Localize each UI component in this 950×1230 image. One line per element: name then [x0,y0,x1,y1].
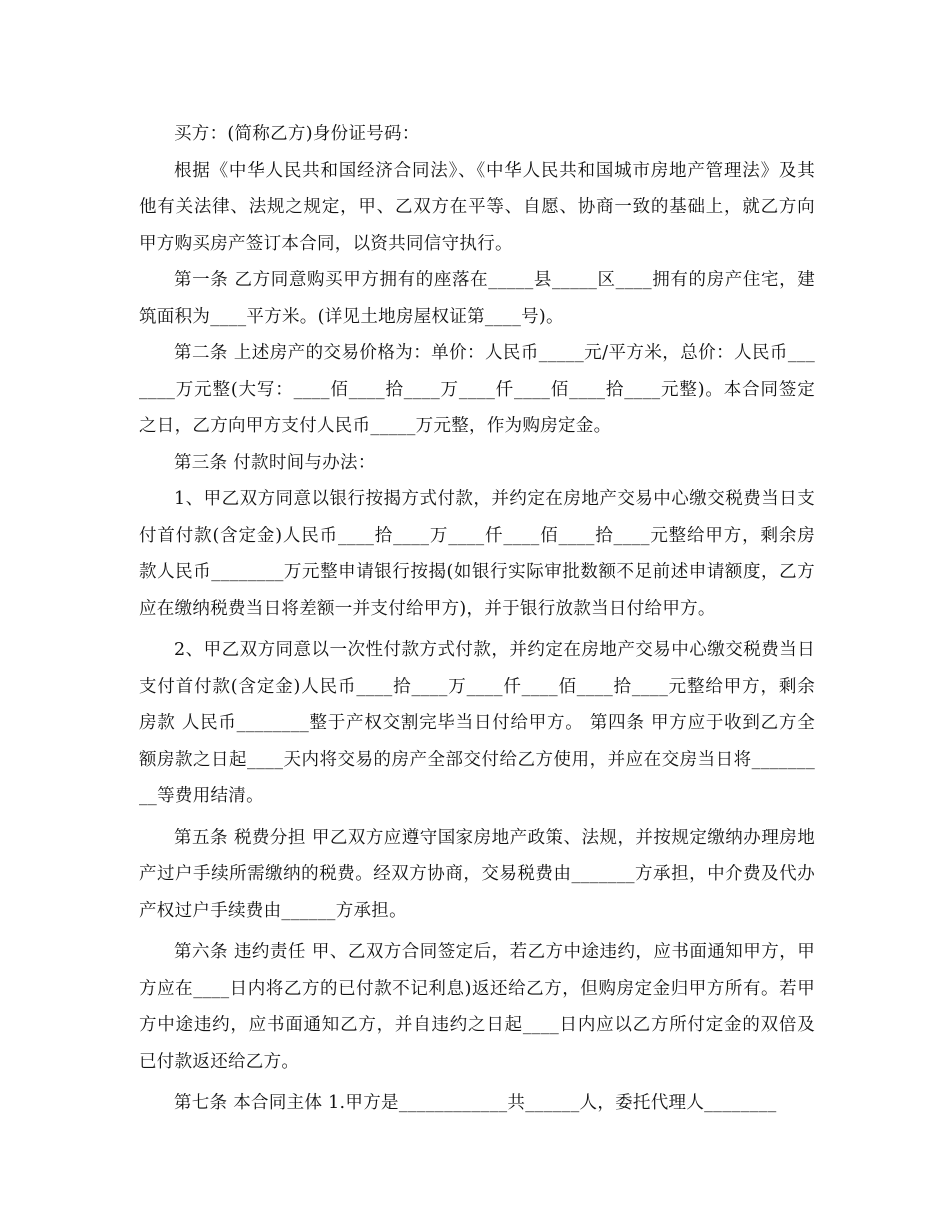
article-6-paragraph: 第六条 违约责任 甲、乙双方合同签定后，若乙方中途违约，应书面通知甲方，甲方应在____日内将乙方的已付款不记利息)返还给乙方，但购房定金归甲方所有。若甲方中途违约，应书面通知乙方，并自违约之日起____日内应以乙方所付定金的双倍及已付款返还给乙方。 [139,942,815,1072]
article-1-paragraph: 第一条 乙方同意购买甲方拥有的座落在_____县_____区____拥有的房产住宅，建筑面积为____平方米。(详见土地房屋权证第____号)。 [139,270,815,327]
preamble-paragraph: 根据《中华人民共和国经济合同法》、《中华人民共和国城市房地产管理法》及其他有关法律、法规之规定，甲、乙双方在平等、自愿、协商一致的基础上，就乙方向甲方购买房产签订本合同，以资共同信守执行。 [139,160,815,254]
contract-body [139,116,815,1122]
article-5-paragraph: 第五条 税费分担 甲乙双方应遵守国家房地产政策、法规，并按规定缴纳办理房地产过户手续所需缴纳的税费。经双方协商，交易税费由_______方承担，中介费及代办产权过户手续费由______方承担。 [139,827,815,921]
buyer-line: 买方：(简称乙方)身份证号码： [174,124,420,144]
payment-option-2-paragraph: 2、甲乙双方同意以一次性付款方式付款，并约定在房地产交易中心缴交税费当日支付首付款(含定金)人民币____拾____万____仟____佰____拾____元整给甲方，剩余房款 人民币________整于产权交割完毕当日付给甲方。 第四条 甲方应于收到乙方全额房款之日起____天内将交易的房产全部交付给乙方使用，并应在交房当日将_________等费用结清。 [139,640,815,806]
article-2-paragraph: 第二条 上述房产的交易价格为：单价：人民币_____元/平方米，总价：人民币_______万元整(大写：____佰____拾____万____仟____佰____拾____元整)。本合同签定之日，乙方向甲方支付人民币_____万元整，作为购房定金。 [139,343,815,436]
article-3-heading: 第三条 付款时间与办法： [174,452,376,473]
payment-option-1-paragraph: 1、甲乙双方同意以银行按揭方式付款，并约定在房地产交易中心缴交税费当日支付首付款(含定金)人民币____拾____万____仟____佰____拾____元整给甲方，剩余房款人民币________万元整申请银行按揭(如银行实际审批数额不足前述申请额度，乙方应在缴纳税费当日将差额一并支付给甲方)，并于银行放款当日付给甲方。 [139,489,815,619]
article-7-paragraph: 第七条 本合同主体 1.甲方是____________共______人，委托代理人________ [174,1093,777,1113]
